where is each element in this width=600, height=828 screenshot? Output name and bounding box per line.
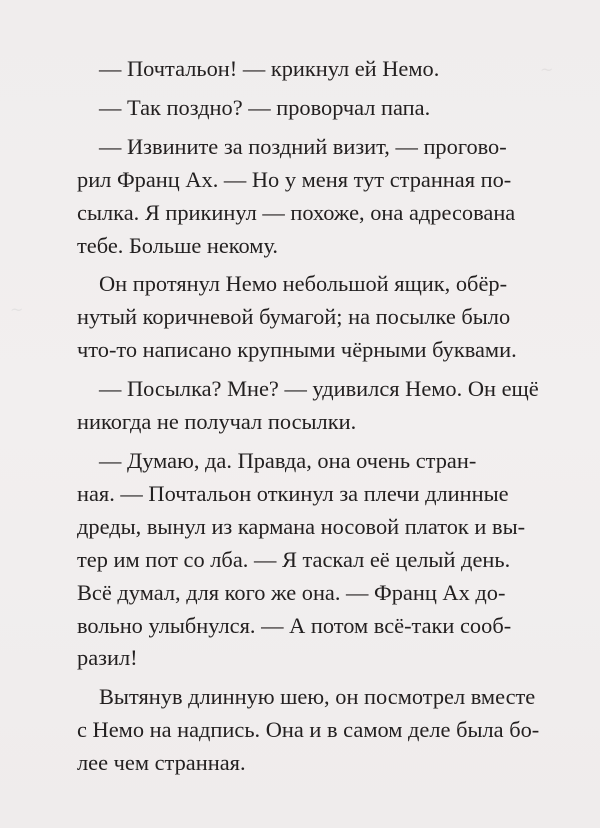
text-line: — Извините за поздний визит, — прогово- [99, 133, 507, 159]
paragraph [77, 445, 578, 675]
text-line: разил! [77, 645, 138, 671]
paragraph [77, 92, 578, 125]
text-line: Он протянул Немо небольшой ящик, обёр- [99, 271, 508, 297]
bleed-through-mark: ~ [540, 60, 554, 79]
text-line: — Думаю, да. Правда, она очень стран- [99, 447, 477, 473]
text-line: — Так поздно? — проворчал папа. [99, 94, 431, 120]
text-line: сылка. Я прикинул — похоже, она адресована [77, 199, 516, 225]
text-line: Всё думал, для кого же она. — Франц Ах до- [77, 579, 506, 605]
paragraph [77, 268, 578, 367]
text-line: рил Франц Ах. — Но у меня тут странная по- [77, 166, 512, 192]
text-line: — Посылка? Мне? — удивился Немо. Он ещё [99, 376, 539, 402]
text-line: вольно улыбнулся. — А потом всё-таки сооб- [77, 612, 512, 638]
text-line: Вытянув длинную шею, он посмотрел вместе [99, 684, 536, 710]
text-line: ная. — Почтальон откинул за плечи длинные [77, 480, 509, 506]
paragraph [77, 373, 578, 439]
page-text [77, 53, 578, 780]
text-line: тер им пот со лба. — Я таскал её целый день. [77, 546, 511, 572]
text-line: с Немо на надпись. Она и в самом деле была бо- [77, 717, 540, 743]
bleed-through-mark: ~ [10, 300, 24, 319]
text-line: нутый коричневой бумагой; на посылке было [77, 304, 511, 330]
text-line: тебе. Больше некому. [77, 232, 279, 258]
text-line: никогда не получал посылки. [77, 409, 357, 435]
text-line: — Почтальон! — крикнул ей Немо. [99, 56, 440, 81]
text-line: лее чем странная. [77, 750, 246, 776]
paragraph [77, 681, 578, 780]
text-line: дреды, вынул из кармана носовой платок и вы- [77, 513, 526, 539]
text-line: что-то написано крупными чёрными буквами. [77, 337, 517, 363]
paragraph [77, 131, 578, 263]
paragraph [77, 53, 578, 86]
